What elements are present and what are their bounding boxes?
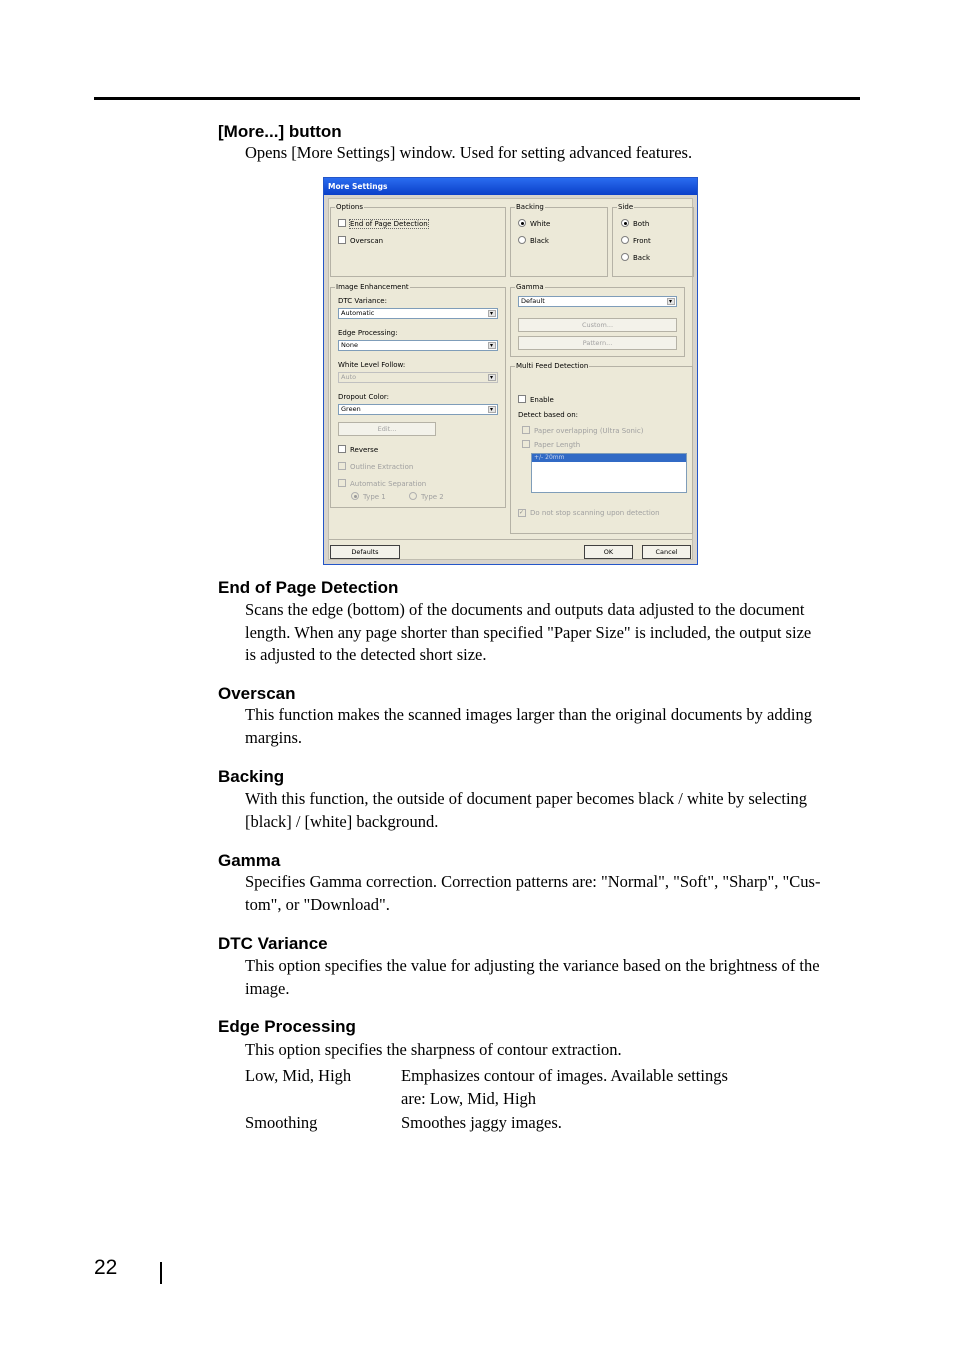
detect-based-label: Detect based on:: [518, 411, 578, 419]
dialog-title: More Settings: [324, 178, 697, 195]
page-number-bar: [160, 1262, 162, 1284]
end-of-page-text: Scans the edge (bottom) of the documents and outputs data adjusted to the document length. When any page shorter than specified "Paper Size" is included, the output size is adjusted to the detected short size.: [245, 600, 812, 664]
do-not-stop-checkbox[interactable]: ✓Do not stop scanning upon detection: [518, 509, 660, 518]
page-number: 22: [94, 1256, 118, 1279]
heading-edge: Edge Processing: [218, 1017, 356, 1036]
edge-processing-select[interactable]: None ▾: [338, 340, 498, 351]
gamma-select[interactable]: Default ▾: [518, 296, 677, 307]
edge-intro: This option specifies the sharpness of contour extraction.: [245, 1040, 622, 1059]
side-both-radio[interactable]: Both: [621, 219, 649, 229]
dtc-variance-label: DTC Variance:: [338, 297, 387, 305]
edge-processing-label: Edge Processing:: [338, 329, 398, 337]
reverse-checkbox[interactable]: Reverse: [338, 445, 378, 455]
gamma-text: Specifies Gamma correction. Correction patterns are: "Normal", "Soft", "Sharp", "Cus- tom", or "Download".: [245, 872, 821, 914]
multi-feed-enable-checkbox[interactable]: Enable: [518, 395, 554, 405]
gamma-custom-button[interactable]: Custom...: [518, 318, 677, 332]
heading-end-of-page: End of Page Detection: [218, 578, 399, 597]
side-group: [612, 203, 694, 277]
end-of-page-checkbox[interactable]: End of Page Detection: [338, 219, 428, 229]
chevron-down-icon: [488, 374, 496, 381]
defaults-button[interactable]: Defaults: [330, 545, 400, 559]
chevron-down-icon: [488, 310, 496, 317]
backing-label: Backing: [516, 203, 544, 211]
edge-term-1: Low, Mid, High: [245, 1066, 352, 1085]
dtc-text: This option specifies the value for adjusting the variance based on the brightness of the image.: [245, 956, 820, 998]
more-settings-dialog: [323, 177, 698, 565]
gamma-label: Gamma: [516, 283, 544, 291]
white-level-select[interactable]: Auto ▾: [338, 372, 498, 383]
gamma-group: [510, 283, 685, 357]
dialog-separator: [329, 539, 692, 540]
dropout-color-select[interactable]: Green ▾: [338, 404, 498, 415]
ok-button[interactable]: OK: [584, 545, 633, 559]
overscan-checkbox[interactable]: Overscan: [338, 236, 383, 246]
dtc-variance-select[interactable]: Automatic ▾: [338, 308, 498, 319]
backing-white-radio[interactable]: White: [518, 219, 550, 229]
header-rule: [94, 97, 860, 100]
edge-desc-2: Smoothes jaggy images.: [401, 1113, 562, 1132]
edge-desc-1a: Emphasizes contour of images. Available settings: [401, 1066, 728, 1085]
automatic-separation-checkbox[interactable]: Automatic Separation: [338, 479, 426, 489]
outline-extraction-checkbox[interactable]: Outline Extraction: [338, 462, 413, 472]
backing-black-radio[interactable]: Black: [518, 236, 549, 246]
overscan-text: This function makes the scanned images larger than the original documents by adding margins.: [245, 705, 812, 747]
options-group: [330, 203, 506, 277]
heading-more-button: [More...] button: [218, 122, 342, 141]
paper-length-list-item[interactable]: +/- 20mm: [532, 454, 686, 462]
dropout-color-label: Dropout Color:: [338, 393, 390, 401]
side-back-radio[interactable]: Back: [621, 253, 650, 263]
paper-length-checkbox[interactable]: Paper Length: [522, 440, 580, 450]
heading-overscan: Overscan: [218, 684, 296, 703]
backing-text: With this function, the outside of document paper becomes black / white by selecting [black] / [white] background.: [245, 789, 808, 831]
image-enhancement-label: Image Enhancement: [336, 283, 409, 291]
more-button-text: Opens [More Settings] window. Used for setting advanced features.: [245, 143, 693, 162]
edge-desc-1b: are: Low, Mid, High: [401, 1089, 537, 1108]
side-label: Side: [618, 203, 634, 211]
chevron-down-icon: [488, 342, 496, 349]
multi-feed-label: Multi Feed Detection: [516, 362, 589, 370]
gamma-pattern-button[interactable]: Pattern...: [518, 336, 677, 350]
side-front-radio[interactable]: Front: [621, 236, 651, 246]
options-label: Options: [336, 203, 364, 211]
dialog-body: [328, 198, 693, 560]
type1-radio[interactable]: Type 1: [351, 492, 386, 502]
backing-group: [510, 203, 608, 277]
white-level-label: White Level Follow:: [338, 361, 406, 369]
image-enhancement-group: [330, 283, 506, 508]
chevron-down-icon: [488, 406, 496, 413]
paper-overlapping-checkbox[interactable]: Paper overlapping (Ultra Sonic): [522, 426, 643, 436]
edit-button[interactable]: Edit...: [338, 422, 436, 436]
heading-backing: Backing: [218, 767, 285, 786]
multi-feed-group: [510, 362, 693, 534]
cancel-button[interactable]: Cancel: [642, 545, 691, 559]
type2-radio[interactable]: Type 2: [409, 492, 444, 502]
heading-gamma: Gamma: [218, 851, 281, 870]
paper-length-list[interactable]: [531, 453, 687, 493]
heading-dtc: DTC Variance: [218, 934, 328, 953]
chevron-down-icon: [667, 298, 675, 305]
edge-term-2: Smoothing: [245, 1113, 318, 1132]
